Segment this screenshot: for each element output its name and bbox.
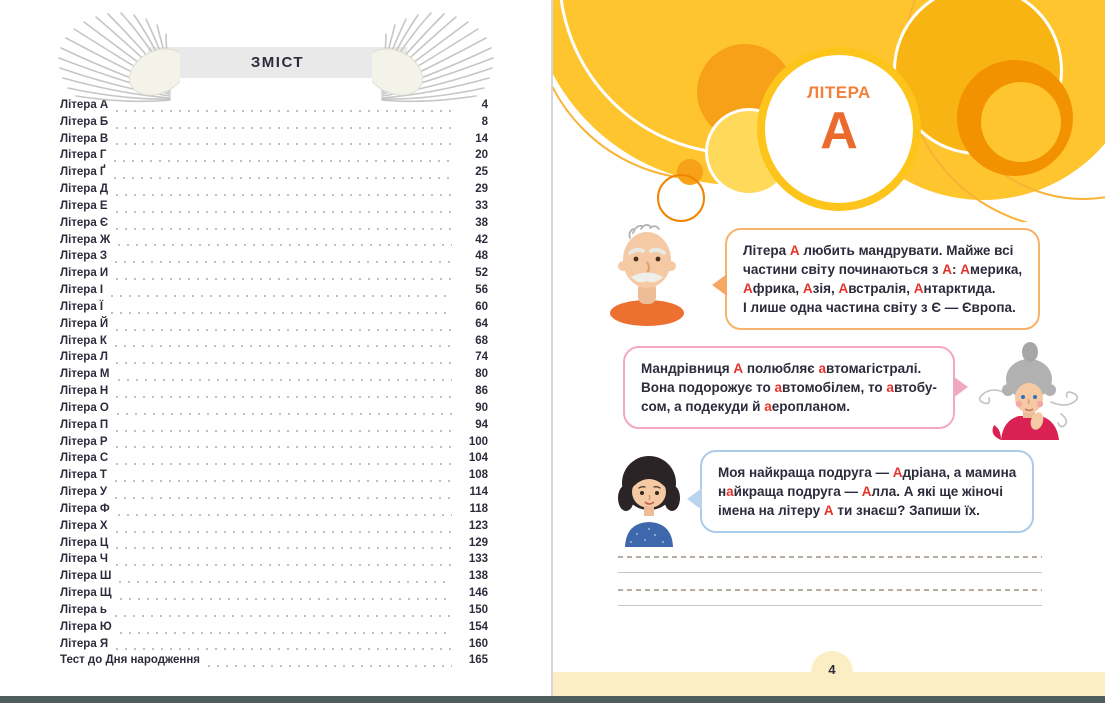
toc-dot-leader xyxy=(116,278,452,280)
toc-dot-leader xyxy=(116,194,452,196)
toc-title: ЗМІСТ xyxy=(250,54,305,71)
toc-entry-page: 138 xyxy=(468,570,488,583)
bubble-text-grandpa: Літера А любить мандрувати. Майже всі частини світу починаються з А: Америка, Африка, Азія, Австралія, Антарктида. І лише одна частина світу з Є — Європа. xyxy=(743,243,1023,315)
toc-entry-label: Літера А xyxy=(60,99,109,111)
toc-dot-leader xyxy=(116,531,452,533)
toc-dot-leader xyxy=(119,581,452,583)
decorative-circles xyxy=(553,0,1105,222)
toc-entry-page: 129 xyxy=(468,536,488,549)
toc-dot-leader xyxy=(118,244,452,246)
grandma-avatar xyxy=(973,342,1085,442)
toc-entry-page: 74 xyxy=(475,351,488,364)
toc-entry-page: 48 xyxy=(475,250,488,263)
wing-right-icon xyxy=(372,12,494,107)
toc-dot-leader xyxy=(115,345,452,347)
toc-entry-page: 20 xyxy=(475,149,488,162)
toc-dot-leader xyxy=(116,564,452,566)
toc-dot-leader xyxy=(120,632,452,634)
toc-dot-leader xyxy=(118,379,453,381)
toc-dot-leader xyxy=(116,547,452,549)
toc-entry-page: 150 xyxy=(468,603,488,616)
toc-dot-leader xyxy=(116,648,452,650)
toc-entry-page: 90 xyxy=(475,401,488,414)
bottom-edge-bar xyxy=(0,696,1105,703)
toc-dot-leader xyxy=(116,110,452,112)
toc-row xyxy=(60,385,488,402)
toc-row xyxy=(60,217,488,234)
toc-entry-label: Літера Ч xyxy=(60,553,108,566)
toc-row xyxy=(60,402,488,419)
toc-entry-label: Тест до Дня народження xyxy=(60,654,201,667)
toc-row xyxy=(60,250,488,267)
toc-row xyxy=(60,335,488,352)
toc-row xyxy=(60,183,488,200)
toc-entry-label: Літера Ц xyxy=(60,536,109,549)
toc-row xyxy=(60,284,488,301)
toc-entry-label: Літера Ґ xyxy=(60,166,106,179)
toc-dot-leader xyxy=(111,295,452,297)
toc-row xyxy=(60,166,488,183)
toc-entry-label: Літера Г xyxy=(60,149,107,162)
toc-row xyxy=(60,301,488,318)
toc-entry-page: 56 xyxy=(475,284,488,297)
bubble-tail-left xyxy=(687,488,702,510)
toc-dot-leader xyxy=(117,413,452,415)
toc-entry-label: Літера Т xyxy=(60,469,107,482)
toc-entry-label: Літера И xyxy=(60,267,109,280)
toc-row xyxy=(60,436,488,453)
toc-entry-label: Літера Н xyxy=(60,385,109,398)
toc-entry-page: 33 xyxy=(475,199,488,212)
toc-row xyxy=(60,654,488,671)
toc-dot-leader xyxy=(208,665,452,667)
toc-entry-label: Літера Ї xyxy=(60,300,104,313)
toc-row xyxy=(60,570,488,587)
girl-avatar xyxy=(613,450,685,548)
toc-entry-label: Літера Х xyxy=(60,519,108,532)
toc-dot-leader xyxy=(116,143,452,145)
toc-entry-page: 123 xyxy=(468,519,488,532)
toc-entry-page: 165 xyxy=(468,654,488,667)
toc-entry-label: Літера С xyxy=(60,452,109,465)
toc-entry-label: Літера І xyxy=(60,284,104,297)
toc-dot-leader xyxy=(120,598,452,600)
toc-list xyxy=(60,99,488,671)
toc-entry-label: Літера О xyxy=(60,401,109,414)
toc-row xyxy=(60,469,488,486)
writing-line-dashed xyxy=(618,589,1042,591)
toc-row xyxy=(60,419,488,436)
toc-entry-label: Літера Е xyxy=(60,199,108,212)
toc-dot-leader xyxy=(115,261,452,263)
toc-row xyxy=(60,604,488,621)
toc-dot-leader xyxy=(114,160,452,162)
toc-title-banner xyxy=(148,47,407,78)
toc-dot-leader xyxy=(115,615,452,617)
toc-row xyxy=(60,318,488,335)
toc-entry-page: 4 xyxy=(481,99,488,111)
toc-row xyxy=(60,267,488,284)
toc-entry-label: Літера В xyxy=(60,132,109,145)
writing-line-solid xyxy=(618,605,1042,606)
letter-badge-kicker: ЛІТЕРА xyxy=(807,83,871,102)
toc-entry-page: 160 xyxy=(468,637,488,650)
toc-entry-page: 154 xyxy=(468,620,488,633)
toc-entry-label: Літера Щ xyxy=(60,587,112,600)
toc-entry-label: Літера К xyxy=(60,334,107,347)
speech-bubble-grandpa xyxy=(725,228,1040,330)
toc-dot-leader xyxy=(114,177,452,179)
toc-dot-leader xyxy=(116,228,452,230)
toc-entry-page: 118 xyxy=(469,502,488,515)
grandpa-avatar xyxy=(608,222,686,326)
letter-page xyxy=(553,0,1105,703)
toc-dot-leader xyxy=(115,497,452,499)
toc-row xyxy=(60,486,488,503)
wing-left-icon xyxy=(58,12,180,107)
toc-entry-page: 68 xyxy=(475,334,488,347)
toc-entry-label: Літера Д xyxy=(60,183,109,196)
toc-dot-leader xyxy=(116,430,452,432)
toc-entry-label: Літера П xyxy=(60,418,109,431)
decor-ring xyxy=(657,174,705,222)
toc-entry-page: 42 xyxy=(475,233,488,246)
toc-entry-page: 100 xyxy=(468,435,488,448)
toc-entry-page: 94 xyxy=(475,418,488,431)
toc-dot-leader xyxy=(116,362,452,364)
toc-dot-leader xyxy=(118,514,452,516)
toc-entry-label: Літера Ф xyxy=(60,502,110,515)
bubble-text-girl: Моя найкраща подруга — Адріана, а мамина найкраща подруга — Алла. А які ще жіночі імена на літеру А ти знаєш? Запиши їх. xyxy=(718,465,1017,518)
letter-badge xyxy=(757,47,921,211)
bubble-tail-right xyxy=(953,376,968,398)
toc-entry-page: 80 xyxy=(475,368,488,381)
toc-entry-page: 38 xyxy=(475,216,488,229)
toc-dot-leader xyxy=(116,396,452,398)
toc-row xyxy=(60,149,488,166)
toc-row xyxy=(60,503,488,520)
toc-row xyxy=(60,116,488,133)
toc-dot-leader xyxy=(116,211,452,213)
toc-entry-page: 146 xyxy=(468,587,488,600)
toc-entry-page: 25 xyxy=(475,166,488,179)
toc-row xyxy=(60,621,488,638)
toc-row xyxy=(60,537,488,554)
toc-entry-label: Літера Ж xyxy=(60,233,111,246)
toc-entry-label: Літера Я xyxy=(60,637,109,650)
writing-line-solid xyxy=(618,572,1042,573)
writing-line-dashed xyxy=(618,556,1042,558)
toc-row xyxy=(60,368,488,385)
toc-row xyxy=(60,553,488,570)
toc-entry-page: 60 xyxy=(475,300,488,313)
toc-entry-label: Літера Б xyxy=(60,115,109,128)
toc-entry-label: Літера Р xyxy=(60,435,108,448)
speech-bubble-grandma xyxy=(623,346,955,429)
toc-row xyxy=(60,587,488,604)
bubble-tail-left xyxy=(712,274,727,296)
toc-entry-label: Літера Й xyxy=(60,317,109,330)
toc-entry-page: 29 xyxy=(475,183,488,196)
toc-row xyxy=(60,351,488,368)
toc-row xyxy=(60,520,488,537)
toc-entry-label: Літера М xyxy=(60,368,110,381)
toc-entry-label: Літера Л xyxy=(60,351,108,364)
toc-dot-leader xyxy=(116,446,452,448)
toc-entry-page: 104 xyxy=(468,452,488,465)
page-number: 4 xyxy=(828,662,836,677)
toc-dot-leader xyxy=(115,480,452,482)
toc-row xyxy=(60,234,488,251)
toc-entry-page: 8 xyxy=(481,115,488,128)
toc-entry-page: 86 xyxy=(475,385,488,398)
toc-entry-page: 108 xyxy=(468,469,488,482)
toc-entry-page: 52 xyxy=(475,267,488,280)
toc-entry-page: 14 xyxy=(475,132,488,145)
toc-entry-label: Літера У xyxy=(60,486,108,499)
toc-entry-page: 133 xyxy=(468,553,488,566)
bubble-text-grandma: Мандрівниця А полюбляє автомагістралі. Вона подорожує то автомобілем, то автобу- сом, а подекуди й аеропланом. xyxy=(641,361,937,414)
toc-entry-label: Літера Ю xyxy=(60,620,112,633)
toc-row xyxy=(60,638,488,655)
speech-bubble-girl xyxy=(700,450,1034,533)
toc-dot-leader xyxy=(116,127,452,129)
toc-entry-page: 114 xyxy=(469,486,488,499)
letter-badge-letter: А xyxy=(820,102,858,160)
toc-entry-page: 64 xyxy=(475,317,488,330)
toc-dot-leader xyxy=(116,329,452,331)
toc-row xyxy=(60,200,488,217)
toc-row xyxy=(60,452,488,469)
toc-entry-label: Літера Є xyxy=(60,216,109,229)
decor-circle xyxy=(981,82,1061,162)
toc-entry-label: Літера Ш xyxy=(60,570,112,583)
toc-entry-label: Літера ь xyxy=(60,603,107,616)
toc-entry-label: Літера З xyxy=(60,250,108,263)
toc-dot-leader xyxy=(111,312,452,314)
toc-dot-leader xyxy=(116,463,452,465)
toc-row xyxy=(60,133,488,150)
